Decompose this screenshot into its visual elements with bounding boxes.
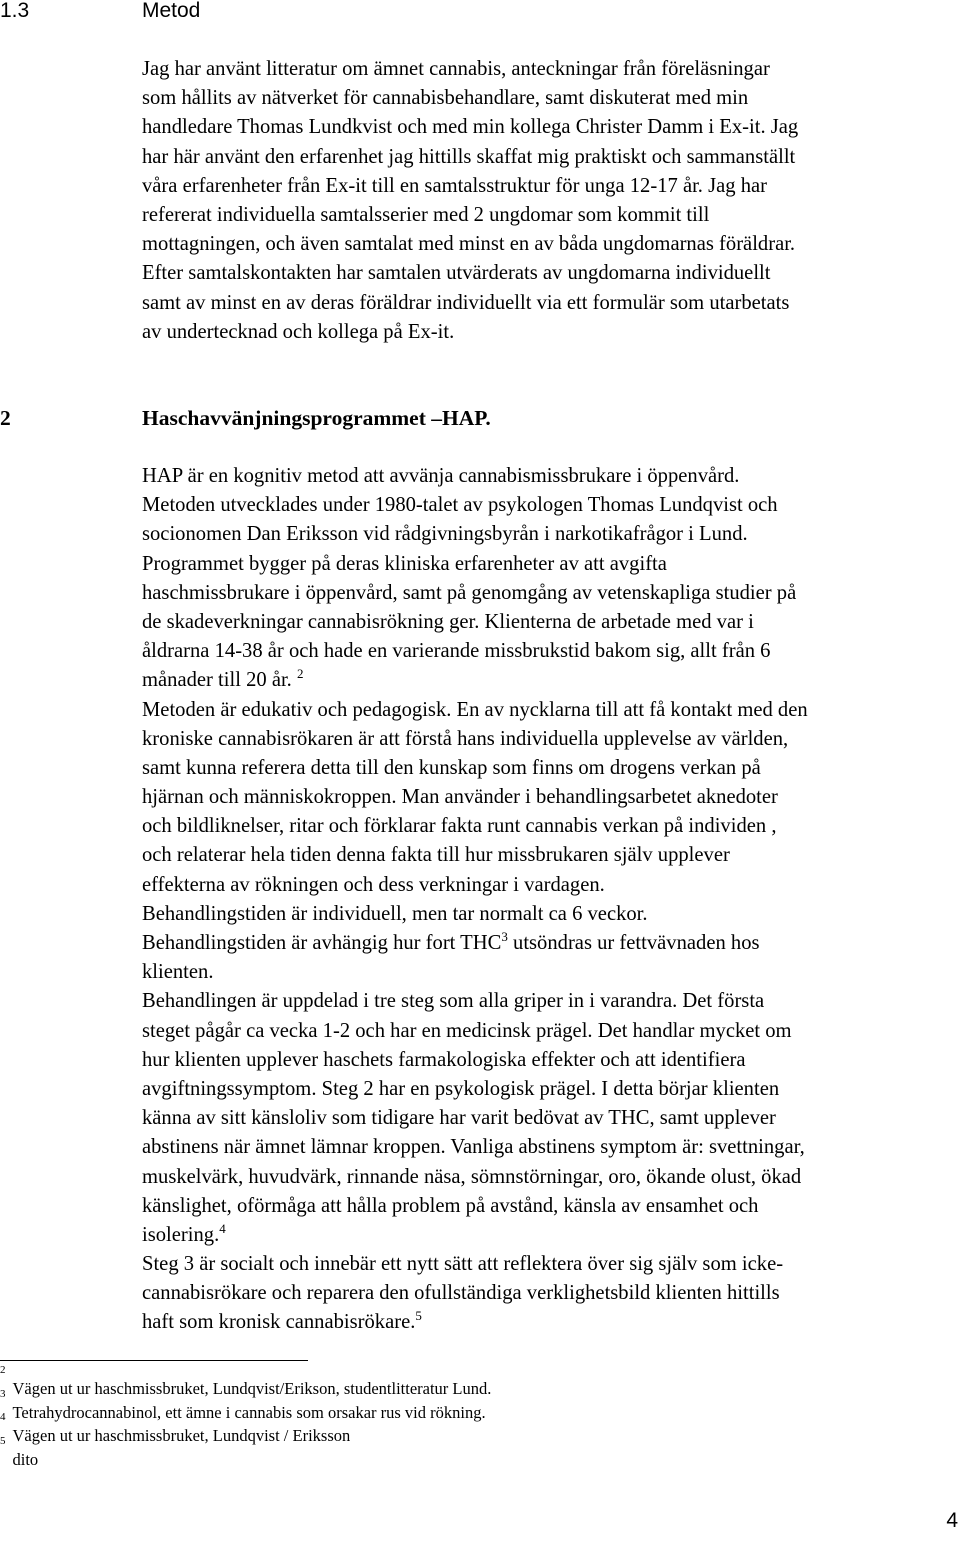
text-line: Metoden utvecklades under 1980-talet av psykologen Thomas Lundqvist och [142, 494, 778, 517]
text-line: känslighet, oförmåga att hålla problem på avstånd, känsla av ensamhet och [142, 1194, 759, 1217]
text-run: månader till 20 år. [142, 669, 292, 692]
footnote-text: Vägen ut ur haschmissbruket, Lundqvist / Eriksson [12, 1426, 351, 1446]
text-line: avgiftningssymptom. Steg 2 har en psykologisk prägel. I detta börjar klienten [142, 1077, 780, 1100]
method-paragraph [142, 55, 798, 347]
text-line: refererat individuella samtalsserier med 2 ungdomar som kommit till [142, 203, 710, 226]
text-line: steget pågår ca vecka 1-2 och har en medicinsk prägel. Det handlar mycket om [142, 1019, 792, 1042]
text-line: Behandlingstiden är individuell, men tar normalt ca 6 veckor. [142, 902, 648, 925]
text-line: effekterna av rökningen och dess verkningar i vardagen. [142, 873, 605, 896]
text-line [142, 666, 808, 695]
footnote-ref: 5 [415, 1308, 422, 1324]
footnote-text: Vägen ut ur haschmissbruket, Lundqvist/Erikson, studentlitteratur Lund. [12, 1379, 492, 1398]
text-line: åldrarna 14-38 år och hade en varierande missbrukstid bakom sig, allt från 6 [142, 640, 771, 663]
text-line: som hållits av nätverket för cannabisbehandlare, samt diskuterat med min [142, 87, 749, 110]
text-line [142, 929, 808, 958]
footnote-number: 2 [0, 1364, 6, 1376]
page-number: 4 [946, 1509, 958, 1532]
footnote-text: Tetrahydrocannabinol, ett ämne i cannabis som orsakar rus vid rökning. [12, 1402, 486, 1422]
text-line: handledare Thomas Lundkvist och med min kollega Christer Damm i Ex-it. Jag [142, 116, 799, 139]
text-line: HAP är en kognitiv metod att avvänja cannabismissbrukare i öppenvård. [142, 465, 740, 487]
footnote-number: 3 [0, 1387, 6, 1400]
text-run: haft som kronisk cannabisrökare. [142, 1311, 416, 1334]
text-run: Behandlingstiden är avhängig hur fort THC [142, 932, 502, 954]
text-line: cannabisrökare och reparera den ofullständiga verklighetsbild klienten hittills [142, 1282, 780, 1305]
text-line: klienten. [142, 961, 214, 984]
text-line: Efter samtalskontakten har samtalen utvärderats av ungdomarna individuellt [142, 262, 771, 285]
text-line: hjärnan och människokroppen. Man använder i behandlingsarbetet aknedoter [142, 786, 778, 809]
text-line: socionomen Dan Eriksson vid rådgivningsbyrån i narkotikafrågor i Lund. [142, 523, 748, 546]
text-line: samt av minst en av deras föräldrar individuellt via ett formulär som utarbetats [142, 291, 790, 314]
text-line: våra erfarenheter från Ex-it till en samtalsstruktur för unga 12-17 år. Jag har [142, 174, 768, 197]
section-heading-1-3 [0, 0, 201, 26]
section-number: 1.3 [0, 0, 30, 22]
footnote-ref: 2 [296, 666, 304, 682]
footnote-separator [0, 1360, 308, 1361]
footnote-ref: 3 [501, 929, 508, 945]
footnote-number: 4 [0, 1411, 6, 1424]
text-line: samt kunna referera detta till den kunskap som finns om drogens verkan på [142, 756, 761, 779]
text-line [142, 1308, 808, 1337]
section-number: 2 [0, 406, 11, 430]
text-line: Steg 3 är socialt och innebär ett nytt sätt att reflektera över sig själv som icke- [142, 1253, 784, 1276]
text-line: och relaterar hela tiden denna fakta till hur missbrukaren själv upplever [142, 844, 730, 867]
text-line: kroniske cannabisrökaren är att förstå hans individuella upplevelse av världen, [142, 727, 789, 750]
hap-paragraph [142, 462, 808, 1338]
footnote-number: 5 [0, 1434, 6, 1447]
text-line: Programmet bygger på deras kliniska erfarenheter av att avgifta [142, 552, 667, 575]
text-line: Behandlingen är uppdelad i tre steg som alla griper in i varandra. Det första [142, 990, 765, 1013]
footnote [0, 1364, 492, 1401]
section-heading-2 [0, 403, 491, 433]
text-line: mottagningen, och även samtalat med minst en av båda ungdomarnas föräldrar. [142, 233, 796, 256]
section-title: Haschavvänjningsprogrammet –HAP. [142, 406, 491, 430]
text-line: de skadeverkningar cannabisrökning ger. Klienterna de arbetade med var i [142, 610, 754, 633]
text-line: Metoden är edukativ och pedagogisk. En av nycklarna till att få kontakt med den [142, 698, 808, 721]
footnotes [0, 1364, 492, 1471]
text-line: har här använt den erfarenhet jag hittills skaffat mig praktiskt och sammanställt [142, 145, 796, 168]
text-line [142, 1221, 808, 1250]
text-line: abstinens när ämnet lämnar kroppen. Vanliga abstinens symptom är: svettningar, [142, 1136, 805, 1159]
text-line: och bildliknelser, ritar och förklarar fakta runt cannabis verkan på individen , [142, 815, 777, 838]
text-line: av undertecknad och kollega på Ex-it. [142, 320, 455, 343]
text-line: haschmissbrukare i öppenvård, samt på genomgång av vetenskapliga studier på [142, 581, 797, 604]
text-line: hur klienten upplever haschets farmakologiska effekter och att identifiera [142, 1048, 746, 1071]
footnote-ref: 4 [219, 1221, 226, 1237]
footnote-text: dito [12, 1449, 39, 1469]
text-run: utsöndras ur fettvävnaden hos [507, 932, 760, 954]
text-line: känna av sitt känsloliv som tidigare har varit bedövat av THC, samt upplever [142, 1107, 776, 1130]
text-run: isolering. [142, 1223, 220, 1246]
text-line: muskelvärk, huvudvärk, rinnande näsa, sömnstörningar, oro, ökande olust, ökad [142, 1165, 802, 1188]
text-line: Jag har använt litteratur om ämnet cannabis, anteckningar från föreläsningar [142, 58, 770, 80]
section-title: Metod [142, 0, 201, 22]
